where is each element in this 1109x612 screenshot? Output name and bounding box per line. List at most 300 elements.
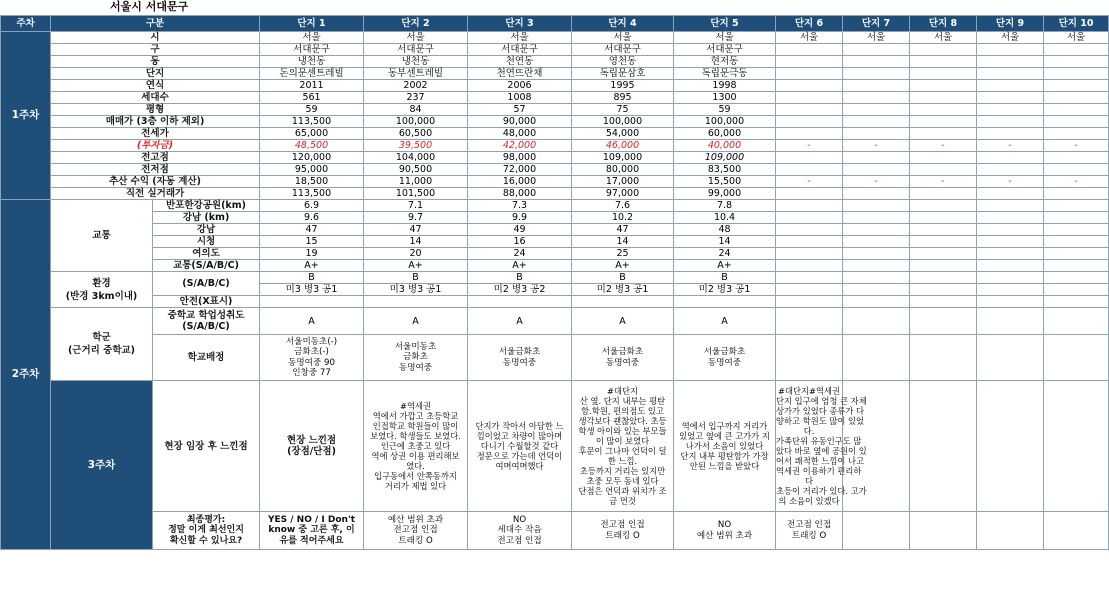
value-cell: 40,000	[674, 140, 776, 152]
value-cell	[1044, 56, 1109, 68]
value-cell	[776, 80, 843, 92]
row-label: 전고점	[51, 152, 260, 164]
complex-header: 단지 2	[364, 16, 468, 32]
value-cell: 16,000	[468, 176, 572, 188]
table-row	[1, 188, 1109, 200]
empty-cell	[1044, 512, 1109, 550]
row-label: (S/A/B/C)	[153, 272, 260, 296]
value-cell: 천연동	[468, 56, 572, 68]
value-cell	[977, 56, 1044, 68]
row-label: 강남	[153, 224, 260, 236]
value-cell: 돈의문센트레빌	[260, 68, 364, 80]
complex-header: 단지 8	[910, 16, 977, 32]
value-cell: 14	[364, 236, 468, 248]
empty-cell	[977, 212, 1044, 224]
value-cell: 11,000	[364, 176, 468, 188]
value-cell: 2002	[364, 80, 468, 92]
value-cell: 101,500	[364, 188, 468, 200]
value-cell: 서울	[843, 32, 910, 44]
value-cell	[776, 56, 843, 68]
row-label: 학교배정	[153, 335, 260, 381]
value-cell: -	[910, 176, 977, 188]
table-row	[1, 236, 1109, 248]
value-cell: A+	[364, 260, 468, 272]
table-row	[1, 128, 1109, 140]
row-label: 전세가	[51, 128, 260, 140]
value-cell: 서울	[1044, 32, 1109, 44]
value-cell: 49	[468, 224, 572, 236]
complex-header: 단지 4	[572, 16, 674, 32]
header-row	[1, 16, 1109, 32]
week-label: 2주차	[1, 200, 51, 550]
table-row	[1, 335, 1109, 381]
value-cell: 48,500	[260, 140, 364, 152]
value-cell	[1044, 104, 1109, 116]
empty-cell	[910, 260, 977, 272]
value-cell: 서대문구	[572, 44, 674, 56]
value-cell: 7.3	[468, 200, 572, 212]
value-cell: 독립문삼호	[572, 68, 674, 80]
value-cell: 10.4	[674, 212, 776, 224]
empty-cell	[260, 296, 364, 308]
empty-cell	[977, 296, 1044, 308]
value-cell: 독립문극동	[674, 68, 776, 80]
row-label: 추산 수익 (자동 계산)	[51, 176, 260, 188]
value-cell	[776, 92, 843, 104]
complex-header: 단지 9	[977, 16, 1044, 32]
empty-cell	[977, 284, 1044, 296]
value-cell	[843, 68, 910, 80]
value-cell: 72,000	[468, 164, 572, 176]
value-cell: 24	[468, 248, 572, 260]
table-row	[1, 381, 1109, 512]
value-cell: 15,500	[674, 176, 776, 188]
group-label: 환경 (반경 3km이내)	[51, 272, 153, 308]
value-cell: 113,500	[260, 188, 364, 200]
empty-cell	[843, 260, 910, 272]
value-cell: 109,000	[572, 152, 674, 164]
value-cell: 48,000	[468, 128, 572, 140]
table-row	[1, 68, 1109, 80]
value-cell: 14	[572, 236, 674, 248]
row-label: 매매가 (3층 이하 제외)	[51, 116, 260, 128]
value-cell	[1044, 152, 1109, 164]
empty-cell	[977, 512, 1044, 550]
week-label: 3주차	[51, 381, 153, 550]
value-cell	[776, 164, 843, 176]
empty-cell	[910, 272, 977, 284]
empty-cell	[910, 381, 977, 512]
value-cell: 미2 병3 공2	[468, 284, 572, 296]
complex-header: 단지 5	[674, 16, 776, 32]
empty-cell	[910, 308, 977, 335]
empty-cell	[977, 224, 1044, 236]
category-header: 구분	[51, 16, 260, 32]
empty-cell	[910, 335, 977, 381]
value-cell: NO 예산 범위 초과	[674, 512, 776, 550]
value-cell: 60,000	[674, 128, 776, 140]
row-label: 직전 실거래가	[51, 188, 260, 200]
value-cell	[910, 116, 977, 128]
empty-cell	[776, 260, 843, 272]
value-cell: 100,000	[364, 116, 468, 128]
value-cell	[977, 44, 1044, 56]
row-label: 구	[51, 44, 260, 56]
row-label: 평형	[51, 104, 260, 116]
value-cell	[1044, 164, 1109, 176]
value-cell: 104,000	[364, 152, 468, 164]
table-row	[1, 116, 1109, 128]
empty-cell	[776, 200, 843, 212]
row-label: 단지	[51, 68, 260, 80]
value-cell	[776, 44, 843, 56]
empty-cell	[843, 512, 910, 550]
value-cell: 98,000	[468, 152, 572, 164]
empty-cell	[977, 335, 1044, 381]
value-cell: 서울미동초 금화초 동명여중	[364, 335, 468, 381]
value-cell: 서울금화초 동명여중	[674, 335, 776, 381]
value-cell: -	[910, 140, 977, 152]
row-label: 연식	[51, 80, 260, 92]
group-label: 학군 (근거리 중학교)	[51, 308, 153, 381]
value-cell: 46,000	[572, 140, 674, 152]
value-cell	[776, 116, 843, 128]
value-cell	[977, 188, 1044, 200]
value-cell: 18,500	[260, 176, 364, 188]
value-cell: 미2 병3 공1	[674, 284, 776, 296]
value-cell	[1044, 188, 1109, 200]
empty-cell	[910, 296, 977, 308]
value-cell: 서울	[572, 32, 674, 44]
value-cell: A+	[468, 260, 572, 272]
value-cell	[843, 56, 910, 68]
empty-cell	[910, 512, 977, 550]
table-row	[1, 512, 1109, 550]
value-cell	[910, 104, 977, 116]
value-cell	[910, 128, 977, 140]
table-row	[1, 248, 1109, 260]
empty-cell	[1044, 236, 1109, 248]
week-label: 1주차	[1, 32, 51, 200]
value-cell: NO 세대수 작음 전고점 인접	[468, 512, 572, 550]
empty-cell	[674, 296, 776, 308]
value-cell: 88,000	[468, 188, 572, 200]
empty-cell	[910, 284, 977, 296]
value-cell	[1044, 128, 1109, 140]
value-cell: 미2 병3 공1	[572, 284, 674, 296]
value-cell: 서울금화초 동명여중	[572, 335, 674, 381]
row-label: 전저점	[51, 164, 260, 176]
value-cell	[1044, 68, 1109, 80]
empty-cell	[776, 284, 843, 296]
value-cell: 예산 범위 초과 전고점 인접 트래킹 O	[364, 512, 468, 550]
table-row	[1, 212, 1109, 224]
empty-cell	[910, 224, 977, 236]
empty-cell	[977, 381, 1044, 512]
value-cell: 48	[674, 224, 776, 236]
row-label: 강남 (km)	[153, 212, 260, 224]
table-row	[1, 104, 1109, 116]
empty-cell	[910, 200, 977, 212]
empty-cell	[843, 200, 910, 212]
empty-cell	[843, 308, 910, 335]
value-cell: 19	[260, 248, 364, 260]
sheet-title: 서울시 서대문구	[110, 0, 189, 13]
value-cell: 서대문구	[364, 44, 468, 56]
value-cell: 영천동	[572, 56, 674, 68]
value-cell: #역세권 역에서 가깝고 초등학교 인접학교 학원들이 많이 보였다. 학생들도 보였다. 인근에 초중고 있다 역에 상권 이용 편리해보 였다. 입구동에서 안쪽동까지 거리가 제법 있다	[364, 381, 468, 512]
table-row	[1, 200, 1109, 212]
value-cell: A	[468, 308, 572, 335]
value-cell: A	[674, 308, 776, 335]
empty-cell	[843, 212, 910, 224]
value-cell: 냉천동	[364, 56, 468, 68]
value-cell: 59	[674, 104, 776, 116]
value-cell	[776, 152, 843, 164]
empty-cell	[776, 335, 843, 381]
value-cell: 1998	[674, 80, 776, 92]
value-cell: 전고점 인접 트래킹 O	[776, 512, 843, 550]
value-cell: 100,000	[674, 116, 776, 128]
empty-cell	[776, 224, 843, 236]
value-cell: 16	[468, 236, 572, 248]
table-row	[1, 44, 1109, 56]
empty-cell	[843, 236, 910, 248]
complex-header: 단지 1	[260, 16, 364, 32]
empty-cell	[1044, 272, 1109, 284]
value-cell: 25	[572, 248, 674, 260]
value-cell: 7.6	[572, 200, 674, 212]
value-cell: A+	[674, 260, 776, 272]
value-cell: 17,000	[572, 176, 674, 188]
value-cell: -	[977, 176, 1044, 188]
value-cell	[910, 92, 977, 104]
value-cell: 7.8	[674, 200, 776, 212]
value-cell: 서울	[910, 32, 977, 44]
value-cell	[843, 152, 910, 164]
empty-cell	[843, 284, 910, 296]
value-cell: 역에서 입구까지 거리가 있었고 옆에 큰 고가가 지 나가서 소음이 있었다 단지 내부 평탄함가 가장 안된 느낌을 받았다	[674, 381, 776, 512]
empty-cell	[977, 200, 1044, 212]
value-cell: 83,500	[674, 164, 776, 176]
value-cell: 99,000	[674, 188, 776, 200]
value-cell: 서대문구	[260, 44, 364, 56]
value-cell: -	[843, 176, 910, 188]
empty-cell	[843, 335, 910, 381]
row-label: 안전(X표시)	[153, 296, 260, 308]
table-row	[1, 92, 1109, 104]
value-cell: 2006	[468, 80, 572, 92]
value-cell	[977, 116, 1044, 128]
value-cell: 90,000	[468, 116, 572, 128]
value-cell: A	[572, 308, 674, 335]
empty-cell	[843, 272, 910, 284]
value-cell: -	[843, 140, 910, 152]
value-cell	[910, 68, 977, 80]
value-cell: -	[776, 176, 843, 188]
value-cell: 1300	[674, 92, 776, 104]
empty-cell	[1044, 381, 1109, 512]
table-row	[1, 32, 1109, 44]
empty-cell	[776, 296, 843, 308]
value-cell: 15	[260, 236, 364, 248]
value-cell	[776, 104, 843, 116]
value-cell: 미3 병3 공1	[364, 284, 468, 296]
group-label: 교통	[51, 200, 153, 272]
value-cell: 서울미동초(-) 금화초(-) 동명여중 90 인창중 77	[260, 335, 364, 381]
value-cell: B	[260, 272, 364, 284]
value-cell	[843, 80, 910, 92]
complex-header: 단지 3	[468, 16, 572, 32]
value-cell	[843, 128, 910, 140]
value-cell	[977, 92, 1044, 104]
value-cell: 2011	[260, 80, 364, 92]
empty-cell	[1044, 335, 1109, 381]
value-cell: B	[364, 272, 468, 284]
value-cell	[776, 128, 843, 140]
table-row	[1, 164, 1109, 176]
value-cell	[843, 116, 910, 128]
value-cell: 현저동	[674, 56, 776, 68]
value-cell: 100,000	[572, 116, 674, 128]
empty-cell	[468, 296, 572, 308]
value-cell: 75	[572, 104, 674, 116]
value-cell: -	[1044, 140, 1109, 152]
empty-cell	[776, 308, 843, 335]
empty-cell	[977, 248, 1044, 260]
value-cell	[776, 188, 843, 200]
empty-cell	[977, 272, 1044, 284]
empty-cell	[843, 224, 910, 236]
row-label: 동	[51, 56, 260, 68]
value-cell: 47	[260, 224, 364, 236]
complex-header: 단지 6	[776, 16, 843, 32]
table-row	[1, 308, 1109, 335]
value-cell: 47	[364, 224, 468, 236]
complex-header: 단지 7	[843, 16, 910, 32]
value-cell: 9.9	[468, 212, 572, 224]
row-label: 최종평가: 정말 이게 최선인지 확신할 수 있나요?	[153, 512, 260, 550]
value-cell: 10.2	[572, 212, 674, 224]
value-cell	[910, 164, 977, 176]
value-cell: 57	[468, 104, 572, 116]
value-cell	[910, 56, 977, 68]
row-label: 시청	[153, 236, 260, 248]
value-cell: 서대문구	[674, 44, 776, 56]
value-cell: 1008	[468, 92, 572, 104]
value-cell: -	[776, 140, 843, 152]
value-cell: B	[468, 272, 572, 284]
value-cell	[977, 80, 1044, 92]
empty-cell	[572, 296, 674, 308]
empty-cell	[1044, 284, 1109, 296]
value-cell: 20	[364, 248, 468, 260]
empty-cell	[364, 296, 468, 308]
value-cell	[1044, 116, 1109, 128]
value-cell	[977, 104, 1044, 116]
value-cell: 서울	[977, 32, 1044, 44]
empty-cell	[910, 248, 977, 260]
row-label: YES / NO / I Don't know 중 고른 후, 이 유를 적어주세요	[260, 512, 364, 550]
value-cell: 42,000	[468, 140, 572, 152]
value-cell	[843, 44, 910, 56]
value-cell	[843, 104, 910, 116]
row-label: 세대수	[51, 92, 260, 104]
empty-cell	[910, 212, 977, 224]
empty-cell	[1044, 224, 1109, 236]
value-cell: 24	[674, 248, 776, 260]
empty-cell	[977, 260, 1044, 272]
value-cell: 냉천동	[260, 56, 364, 68]
value-cell: 59	[260, 104, 364, 116]
value-cell	[977, 152, 1044, 164]
value-cell	[776, 68, 843, 80]
value-cell	[910, 152, 977, 164]
value-cell: 561	[260, 92, 364, 104]
value-cell	[910, 188, 977, 200]
value-cell: 전고점 인접 트래킹 O	[572, 512, 674, 550]
value-cell: 서대문구	[468, 44, 572, 56]
row-label: 현장 느낀점 (장점/단점)	[260, 381, 364, 512]
value-cell: 서울	[260, 32, 364, 44]
value-cell: 서울금화초 동명여중	[468, 335, 572, 381]
table-row	[1, 296, 1109, 308]
value-cell: 서울	[468, 32, 572, 44]
value-cell: 80,000	[572, 164, 674, 176]
value-cell: 120,000	[260, 152, 364, 164]
value-cell: 237	[364, 92, 468, 104]
value-cell: 84	[364, 104, 468, 116]
value-cell	[1044, 92, 1109, 104]
empty-cell	[977, 236, 1044, 248]
complex-header: 단지 10	[1044, 16, 1109, 32]
empty-cell	[776, 212, 843, 224]
value-cell: 9.6	[260, 212, 364, 224]
empty-cell	[1044, 296, 1109, 308]
group-label: 현장 임장 후 느낀점	[153, 381, 260, 512]
table-row	[1, 140, 1109, 152]
value-cell	[977, 128, 1044, 140]
value-cell: 109,000	[674, 152, 776, 164]
value-cell: #대단지#역세권 단지 입구에 엄청 큰 자체 상가가 있었다 종류가 다 양하고 학원도 많이 있었 다. 가족단위 유동인구도 많 았다 바로 옆에 공원이 있 어서 쾌적한 느낌이 나고 역세권 이용하기 편리하 다 초등이 거리가 있다. 고가 의 소음이 있겠다	[776, 381, 843, 512]
empty-cell	[843, 296, 910, 308]
value-cell	[977, 68, 1044, 80]
value-cell	[843, 164, 910, 176]
row-label: 교통(S/A/B/C)	[153, 260, 260, 272]
empty-cell	[776, 272, 843, 284]
empty-cell	[1044, 200, 1109, 212]
value-cell: 97,000	[572, 188, 674, 200]
row-label: 반포한강공원(km)	[153, 200, 260, 212]
value-cell	[843, 188, 910, 200]
value-cell: 90,500	[364, 164, 468, 176]
empty-cell	[776, 248, 843, 260]
value-cell: 14	[674, 236, 776, 248]
value-cell: 단지가 작아서 아담한 느 낌이었고 차량이 많아며 다니기 수월할것 같다 정문으로 가는데 언덕이 여며여며했다	[468, 381, 572, 512]
table-row	[1, 80, 1109, 92]
empty-cell	[843, 248, 910, 260]
comparison-table	[0, 15, 1109, 550]
value-cell: 65,000	[260, 128, 364, 140]
value-cell: 9.7	[364, 212, 468, 224]
value-cell: 서울	[674, 32, 776, 44]
table-row	[1, 272, 1109, 284]
value-cell: 39,500	[364, 140, 468, 152]
empty-cell	[1044, 212, 1109, 224]
value-cell: 54,000	[572, 128, 674, 140]
empty-cell	[1044, 308, 1109, 335]
value-cell	[1044, 44, 1109, 56]
